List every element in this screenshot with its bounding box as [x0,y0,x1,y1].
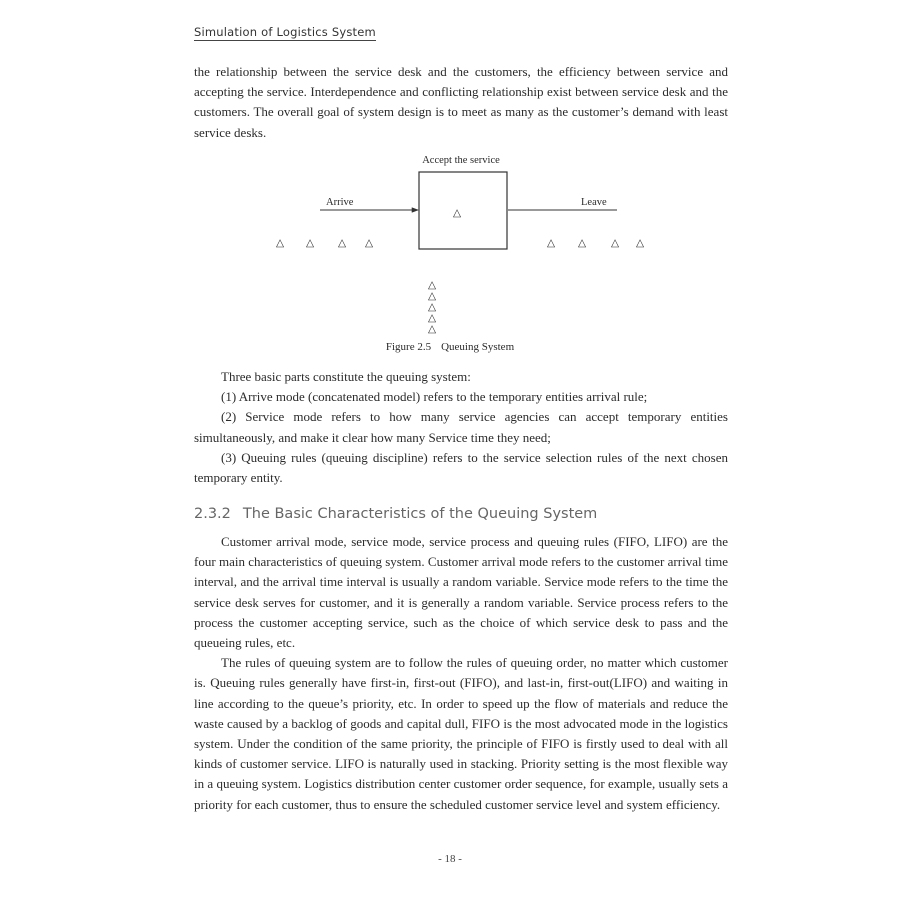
intro-paragraph [194,62,728,143]
leave-label: Leave [581,197,607,208]
caption-title: Queuing System [441,341,515,353]
section-body [194,532,728,815]
queued-entity: △ [427,291,437,302]
section-number: 2.3.2 [194,506,231,522]
queuing-diagram [260,150,660,340]
service-desk-box [419,172,507,249]
arriving-entity: △ [275,238,285,249]
parts-item: (2) Service mode refers to how many service agencies can accept temporary entities simultaneously, and make it clear how many Service time they need; [194,409,728,445]
running-header: Simulation of Logistics System [194,25,376,39]
figure-caption [0,341,900,353]
section-paragraph: The rules of queuing system are to follow the rules of queuing order, no matter which customer is. Queuing rules generally have first-in, first-out (FIFO), and last-in, first-out(LIFO) and waiting in line according to the queue’s priority, etc. In order to speed up the flow of materials and reduce the waste caused by a backlog of goods and capital dull, FIFO is the most advocated mode in the logistics system. Under the condition of the same priority, the principle of FIFO is firstly used to deal with all kinds of customer service. LIFO is naturally used in stacking. Priority setting is the most flexible way in a queuing system. Logistics distribution center customer order sequence, for example, usually sets a priority for each customer, thus to ensure the scheduled customer service level and system efficiency. [194,655,728,812]
arriving-entity: △ [364,238,374,249]
arriving-entity: △ [337,238,347,249]
parts-item: (3) Queuing rules (queuing discipline) refers to the service selection rules of the next chosen temporary entity. [194,449,728,486]
arrive-label: Arrive [326,197,354,208]
intro-paragraph-text: the relationship between the service desk and the customers, the efficiency between service and accepting the service. Interdependence and conflicting relationship exist between service desk and the customers. The overall goal of system design is to meet as many as the customer’s demand with least service desks. [194,64,728,140]
leaving-entity: △ [610,238,620,249]
entity-in-service: △ [452,208,462,219]
queued-entity: △ [427,280,437,291]
caption-number: Figure 2.5 [385,341,432,353]
service-box-label: Accept the service [422,155,500,166]
queued-entity: △ [427,313,437,324]
section-title: The Basic Characteristics of the Queuing System [242,506,598,522]
arriving-entity: △ [305,238,315,249]
leaving-entity: △ [577,238,587,249]
parts-item: (1) Arrive mode (concatenated model) refers to the temporary entities arrival rule; [221,389,648,405]
leaving-entity: △ [546,238,556,249]
parts-intro: Three basic parts constitute the queuing system: [221,369,471,384]
queuing-system-figure [260,150,660,360]
queued-entity: △ [427,302,437,313]
section-heading [194,506,597,522]
section-paragraph: Customer arrival mode, service mode, service process and queuing rules (FIFO, LIFO) are the four main characteristics of queuing system. Customer arrival mode refers to the customer arrival time interval, and the arrival time interval is usually a random variable. Service mode refers to the time the service desk serves for customer, and it is generally a random variable. Service process refers to the process the customer accepting service, such as the choice of which service desk to pass and the queueing rules, etc. [194,534,728,651]
page-number: - 18 - [438,853,462,865]
leaving-entity: △ [635,238,645,249]
queued-entity: △ [427,324,437,335]
parts-list [194,367,728,488]
